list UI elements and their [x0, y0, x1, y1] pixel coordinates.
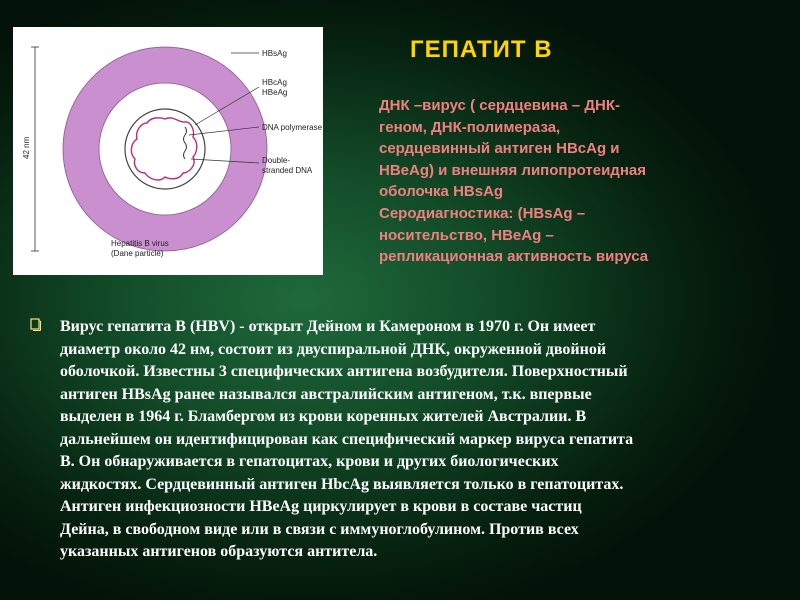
description-line: HBeAg) и внешняя липопротеидная	[379, 161, 646, 179]
main-line: выделен в 1964 г. Бламбергом из крови коренных жителей Австралии. В	[60, 408, 587, 425]
label-hbsag: HBsAg	[262, 49, 287, 58]
main-line: жидкостях. Сердцевинный антиген HbcAg выявляется только в гепатоцитах.	[60, 475, 624, 493]
envelope-inner-edge	[99, 83, 231, 215]
label-dna-polymerase: DNA polymerase	[262, 123, 323, 132]
description-line: ДНК –вирус ( сердцевина – ДНК-	[379, 97, 620, 114]
main-line: Вирус гепатита В (HBV) - открыт Дейном и Камероном в 1970 г. Он имеет	[60, 318, 596, 335]
main-line: В. Он обнаруживается в гепатоцитах, крови и других биологических	[60, 453, 559, 470]
hbv-diagram	[13, 27, 323, 275]
description-line: носительство, HBeAg –	[379, 226, 554, 244]
label-double-stranded-2: stranded DNA	[262, 166, 313, 175]
dna-circle	[131, 118, 196, 180]
hbv-diagram-svg	[13, 27, 323, 275]
main-line: антиген HBsAg ранее назывался австралийским антигеном, т.к. впервые	[60, 385, 592, 403]
square-bullet-icon	[30, 318, 41, 331]
caption-line-2: (Dane particle)	[111, 249, 164, 258]
envelope-ring	[81, 65, 249, 233]
description-line: Серодиагностика: (HBsAg –	[379, 204, 586, 222]
description-line: оболочка HBsAg	[379, 183, 504, 201]
size-label: 42 nm	[22, 136, 31, 159]
description-line: геном, ДНК-полимераза,	[379, 118, 561, 136]
main-line: Антиген инфекциозности HBeAg циркулирует в крови в составе частиц	[60, 498, 582, 515]
label-hbeag: HBeAg	[262, 88, 288, 97]
main-line: Дейна, в свободном виде или в связи с иммуноглобулином. Против всех	[60, 520, 579, 538]
label-double-stranded-1: Double-	[262, 156, 291, 165]
description-block	[379, 95, 724, 268]
main-paragraph	[60, 316, 790, 564]
main-line: оболочкой. Известны 3 специфических антигена возбудителя. Поверхностный	[60, 363, 628, 380]
caption-line-1: Hepatitis B virus	[111, 239, 169, 248]
label-hbcag: HBcAg	[262, 78, 287, 87]
polymerase-squiggle	[184, 127, 187, 159]
main-line: дальнейшем он идентифицирован как специфический маркер вируса гепатита	[60, 430, 634, 448]
main-line: диаметр около 42 нм, состоит из двуспиральной ДНК, окруженной двойной	[60, 340, 607, 358]
description-line: сердцевинный антиген HBcAg и	[379, 140, 620, 158]
main-line: указанных антигенов образуются антитела.	[60, 543, 378, 560]
square-bullet-svg	[30, 318, 41, 331]
description-line: репликационная активность вируса	[379, 248, 649, 266]
page-title: ГЕПАТИТ В	[410, 36, 553, 63]
